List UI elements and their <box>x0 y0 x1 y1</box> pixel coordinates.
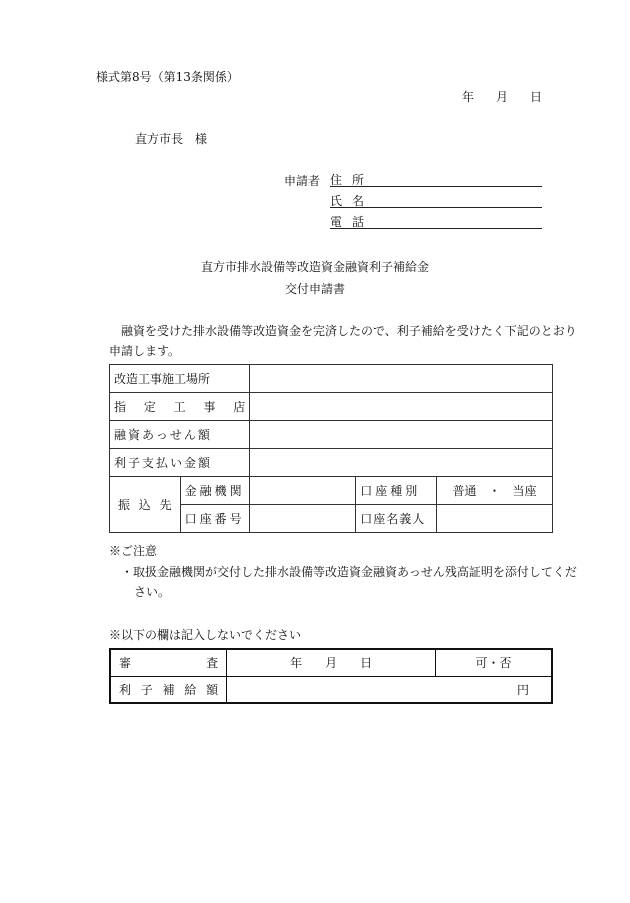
account-number-input[interactable] <box>250 505 356 533</box>
applicant-label: 申請者 <box>284 174 321 188</box>
date-day: 日 <box>529 90 542 104</box>
account-number-label: 口座番号 <box>180 505 250 533</box>
review-month: 月 <box>325 656 338 671</box>
phone-label-2: 話 <box>351 215 364 229</box>
subsidy-label: 利 子 補 給 額 <box>110 676 227 703</box>
body-line-2: 申請します。 <box>109 344 181 358</box>
form-number: 様式第8号（第13条関係） <box>96 70 239 84</box>
interest-paid-label: 利子支払い金額 <box>110 449 250 477</box>
account-holder-input[interactable] <box>436 505 552 533</box>
office-use-table <box>109 648 553 704</box>
loan-amount-input[interactable] <box>250 421 553 449</box>
address-label-1: 住 <box>330 173 343 187</box>
approval-status: 可・否 <box>436 649 552 676</box>
title-line-2: 交付申請書 <box>284 282 345 296</box>
date-year: 年 <box>462 90 475 104</box>
name-field[interactable] <box>330 192 542 208</box>
review-date <box>227 649 436 676</box>
office-use-heading: ※以下の欄は記入しないでください <box>109 628 302 642</box>
contractor-input[interactable] <box>250 393 553 421</box>
review-day: 日 <box>360 656 373 671</box>
site-label: 改造工事施工場所 <box>110 365 250 393</box>
account-type-value[interactable]: 普通 ・ 当座 <box>436 477 552 505</box>
contractor-label: 指 定 工 事 店 <box>110 393 250 421</box>
phone-label-1: 電 <box>330 215 343 229</box>
phone-field[interactable] <box>330 213 542 229</box>
address-field[interactable] <box>330 171 542 187</box>
loan-amount-label: 融資あっせん額 <box>110 421 250 449</box>
date-line <box>462 88 542 105</box>
body-line-1: 融資を受けた排水設備等改造資金を完済したので、利子補給を受けたく下記のとおり <box>121 324 577 338</box>
bank-input[interactable] <box>250 477 356 505</box>
date-month: 月 <box>495 90 508 104</box>
notice-line-2: さい。 <box>134 585 171 599</box>
addressee: 直方市長 様 <box>135 132 208 146</box>
interest-paid-input[interactable] <box>250 449 553 477</box>
application-table <box>109 364 553 533</box>
subsidy-amount: 円 <box>227 676 552 703</box>
address-label-2: 所 <box>351 173 364 187</box>
notice-heading: ※ご注意 <box>109 544 158 558</box>
review-year: 年 <box>290 656 303 671</box>
transfer-label: 振 込 先 <box>110 477 181 533</box>
notice-line-1: ・取扱金融機関が交付した排水設備等改造資金融資あっせん残高証明を添付してくだ <box>121 565 577 579</box>
site-input[interactable] <box>250 365 553 393</box>
name-label-2: 名 <box>351 194 364 208</box>
account-type-label: 口座種別 <box>356 477 437 505</box>
bank-label: 金融機関 <box>180 477 250 505</box>
title-line-1: 直方市排水設備等改造資金融資利子補給金 <box>200 260 429 274</box>
name-label-1: 氏 <box>330 194 343 208</box>
review-label: 審 査 <box>110 649 227 676</box>
account-holder-label: 口座名義人 <box>356 505 437 533</box>
